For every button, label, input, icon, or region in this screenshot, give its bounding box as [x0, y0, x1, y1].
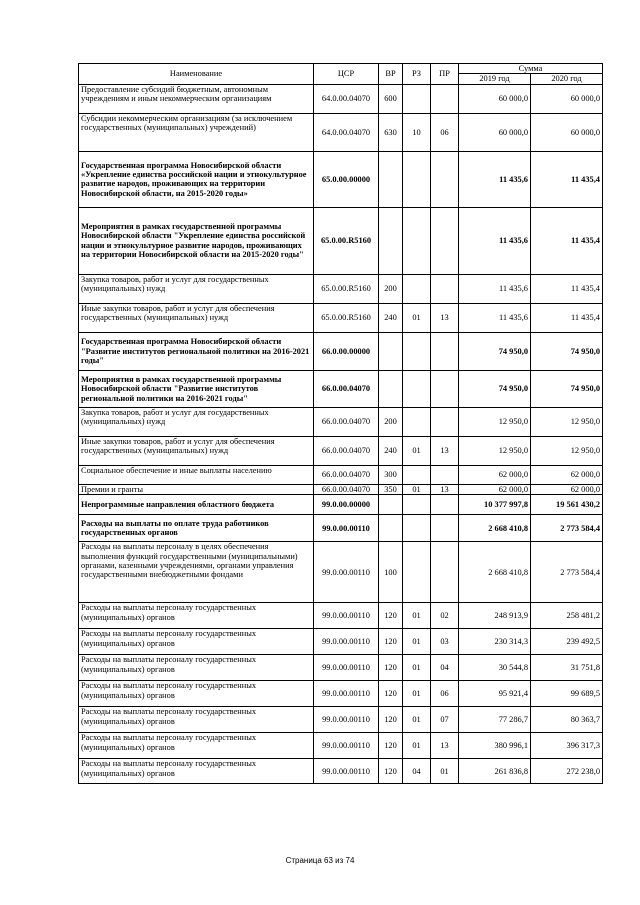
row-name: Закупка товаров, работ и услуг для государственных (муниципальных) нужд — [79, 274, 314, 303]
row-csr: 64.0.00.04070 — [314, 113, 379, 151]
row-vr: 240 — [379, 436, 403, 465]
row-csr: 66.0.00.04070 — [314, 465, 379, 484]
row-csr: 99.0.00.00110 — [314, 603, 379, 629]
row-name: Иные закупки товаров, работ и услуг для обеспечения государственных (муниципальных) нужд — [79, 303, 314, 332]
row-sum-2019: 261 836,8 — [459, 759, 531, 784]
row-csr: 99.0.00.00110 — [314, 629, 379, 655]
table-row — [79, 495, 603, 515]
row-sum-2020: 62 000,0 — [531, 484, 603, 494]
row-vr: 120 — [379, 759, 403, 784]
row-name: Расходы на выплаты персоналу государственных (муниципальных) органов — [79, 681, 314, 707]
row-rz: 01 — [403, 603, 431, 629]
row-pr — [431, 207, 459, 274]
row-csr: 66.0.00.04070 — [314, 436, 379, 465]
row-name: Расходы на выплаты персоналу государственных (муниципальных) органов — [79, 603, 314, 629]
row-pr — [431, 84, 459, 113]
row-vr — [379, 515, 403, 542]
row-pr — [431, 332, 459, 370]
row-sum-2019: 380 996,1 — [459, 733, 531, 759]
row-sum-2020: 99 689,5 — [531, 681, 603, 707]
row-sum-2019: 230 314,3 — [459, 629, 531, 655]
row-pr: 13 — [431, 484, 459, 494]
row-vr: 120 — [379, 681, 403, 707]
row-rz — [403, 495, 431, 515]
row-csr: 66.0.00.04070 — [314, 484, 379, 494]
header-rz: РЗ — [403, 64, 431, 85]
table-row — [79, 113, 603, 151]
row-name: Расходы на выплаты по оплате труда работников государственных органов — [79, 515, 314, 542]
row-csr: 99.0.00.00110 — [314, 733, 379, 759]
row-rz — [403, 370, 431, 407]
row-sum-2019: 60 000,0 — [459, 113, 531, 151]
row-csr: 65.0.00.R5160 — [314, 207, 379, 274]
table-row — [79, 603, 603, 629]
row-rz — [403, 274, 431, 303]
row-rz: 01 — [403, 629, 431, 655]
row-csr: 99.0.00.00110 — [314, 681, 379, 707]
table-row — [79, 207, 603, 274]
row-sum-2019: 62 000,0 — [459, 465, 531, 484]
row-sum-2020: 12 950,0 — [531, 407, 603, 436]
row-sum-2020: 11 435,4 — [531, 303, 603, 332]
row-rz: 01 — [403, 655, 431, 681]
row-name: Закупка товаров, работ и услуг для государственных (муниципальных) нужд — [79, 407, 314, 436]
row-vr: 120 — [379, 655, 403, 681]
row-pr: 13 — [431, 733, 459, 759]
row-csr: 65.0.00.00000 — [314, 151, 379, 207]
row-name: Расходы на выплаты персоналу в целях обеспечения выполнения функций государственными (муниципальными) органами, казенными учреждениями, органами управления государственными внебюджетными фондами — [79, 542, 314, 603]
row-csr: 99.0.00.00000 — [314, 495, 379, 515]
row-sum-2020: 2 773 584,4 — [531, 515, 603, 542]
row-pr — [431, 515, 459, 542]
row-vr: 240 — [379, 303, 403, 332]
row-name: Непрограммные направления областного бюджета — [79, 495, 314, 515]
table-row — [79, 681, 603, 707]
row-sum-2020: 11 435,4 — [531, 207, 603, 274]
table-row — [79, 655, 603, 681]
row-vr — [379, 207, 403, 274]
row-sum-2020: 239 492,5 — [531, 629, 603, 655]
header-csr: ЦСР — [314, 64, 379, 85]
table-row — [79, 465, 603, 484]
row-rz: 01 — [403, 303, 431, 332]
row-name: Государственная программа Новосибирской области «Укрепление единства российской нации и этнокультурное развитие народов, проживающих на территории Новосибирской области, на 2015-2020 годы» — [79, 151, 314, 207]
header-sum: Сумма — [459, 64, 603, 74]
row-vr — [379, 495, 403, 515]
row-csr: 65.0.00.R5160 — [314, 303, 379, 332]
row-csr: 99.0.00.00110 — [314, 542, 379, 603]
row-sum-2019: 2 668 410,8 — [459, 515, 531, 542]
row-name: Расходы на выплаты персоналу государственных (муниципальных) органов — [79, 733, 314, 759]
row-vr: 600 — [379, 84, 403, 113]
row-csr: 99.0.00.00110 — [314, 655, 379, 681]
row-sum-2019: 95 921,4 — [459, 681, 531, 707]
row-rz — [403, 84, 431, 113]
row-sum-2019: 30 544,8 — [459, 655, 531, 681]
row-vr: 200 — [379, 407, 403, 436]
row-name: Субсидии некоммерческим организациям (за исключением государственных (муниципальных) учреждений) — [79, 113, 314, 151]
header-pr: ПР — [431, 64, 459, 85]
row-sum-2020: 74 950,0 — [531, 332, 603, 370]
row-sum-2019: 62 000,0 — [459, 484, 531, 494]
row-pr — [431, 407, 459, 436]
row-sum-2020: 11 435,4 — [531, 151, 603, 207]
row-sum-2019: 12 950,0 — [459, 436, 531, 465]
row-sum-2019: 11 435,6 — [459, 207, 531, 274]
row-sum-2019: 60 000,0 — [459, 84, 531, 113]
row-sum-2019: 11 435,6 — [459, 303, 531, 332]
row-rz — [403, 542, 431, 603]
row-name: Расходы на выплаты персоналу государственных (муниципальных) органов — [79, 707, 314, 733]
row-csr: 65.0.00.R5160 — [314, 274, 379, 303]
row-sum-2020: 396 317,3 — [531, 733, 603, 759]
row-name: Иные закупки товаров, работ и услуг для обеспечения государственных (муниципальных) нужд — [79, 436, 314, 465]
table-row — [79, 274, 603, 303]
table-body — [79, 84, 603, 783]
row-rz — [403, 515, 431, 542]
row-pr: 13 — [431, 303, 459, 332]
row-rz: 10 — [403, 113, 431, 151]
row-csr: 66.0.00.04070 — [314, 370, 379, 407]
table-row — [79, 733, 603, 759]
row-csr: 64.0.00.04070 — [314, 84, 379, 113]
row-vr: 300 — [379, 465, 403, 484]
row-vr: 100 — [379, 542, 403, 603]
row-name: Расходы на выплаты персоналу государственных (муниципальных) органов — [79, 759, 314, 784]
row-vr: 120 — [379, 603, 403, 629]
table-row — [79, 84, 603, 113]
row-vr: 120 — [379, 629, 403, 655]
row-sum-2019: 12 950,0 — [459, 407, 531, 436]
table-row — [79, 332, 603, 370]
table-row — [79, 759, 603, 784]
row-pr: 06 — [431, 681, 459, 707]
row-csr: 99.0.00.00110 — [314, 707, 379, 733]
header-2019: 2019 год — [459, 74, 531, 84]
row-name: Премии и гранты — [79, 484, 314, 494]
row-sum-2020: 60 000,0 — [531, 84, 603, 113]
row-pr — [431, 274, 459, 303]
row-sum-2020: 258 481,2 — [531, 603, 603, 629]
row-rz: 01 — [403, 707, 431, 733]
table-row — [79, 484, 603, 494]
row-vr: 200 — [379, 274, 403, 303]
row-vr — [379, 151, 403, 207]
row-rz — [403, 332, 431, 370]
row-sum-2020: 60 000,0 — [531, 113, 603, 151]
header-2020: 2020 год — [531, 74, 603, 84]
row-pr — [431, 465, 459, 484]
table-row — [79, 515, 603, 542]
row-sum-2019: 74 950,0 — [459, 370, 531, 407]
row-pr — [431, 151, 459, 207]
row-pr: 01 — [431, 759, 459, 784]
row-csr: 66.0.00.00000 — [314, 332, 379, 370]
row-rz — [403, 151, 431, 207]
row-name: Мероприятия в рамках государственной программы Новосибирской области "Укрепление единства российской нации и этнокультурное развитие народов, проживающих на территории Новосибирской области на 2015-2020 годы" — [79, 207, 314, 274]
row-sum-2019: 11 435,6 — [459, 151, 531, 207]
row-pr — [431, 370, 459, 407]
table-row — [79, 629, 603, 655]
row-name: Предоставление субсидий бюджетным, автономным учреждениям и иным некоммерческим организациям — [79, 84, 314, 113]
row-sum-2019: 10 377 997,8 — [459, 495, 531, 515]
row-sum-2020: 80 363,7 — [531, 707, 603, 733]
table-row — [79, 151, 603, 207]
row-pr: 13 — [431, 436, 459, 465]
row-sum-2019: 77 286,7 — [459, 707, 531, 733]
row-vr: 350 — [379, 484, 403, 494]
row-vr: 120 — [379, 733, 403, 759]
row-rz: 01 — [403, 733, 431, 759]
row-name: Мероприятия в рамках государственной программы Новосибирской области "Развитие институтов региональной политики на 2016-2021 годы" — [79, 370, 314, 407]
row-sum-2020: 62 000,0 — [531, 465, 603, 484]
row-vr: 120 — [379, 707, 403, 733]
row-pr: 03 — [431, 629, 459, 655]
row-sum-2020: 11 435,4 — [531, 274, 603, 303]
row-vr — [379, 370, 403, 407]
row-sum-2020: 2 773 584,4 — [531, 542, 603, 603]
row-pr: 02 — [431, 603, 459, 629]
row-sum-2020: 12 950,0 — [531, 436, 603, 465]
row-rz: 04 — [403, 759, 431, 784]
row-name: Социальное обеспечение и иные выплаты населению — [79, 465, 314, 484]
row-pr: 06 — [431, 113, 459, 151]
row-name: Государственная программа Новосибирской области "Развитие институтов региональной политики на 2016-2021 годы" — [79, 332, 314, 370]
row-pr — [431, 542, 459, 603]
page-number: Страница 63 из 74 — [285, 856, 355, 865]
row-rz — [403, 207, 431, 274]
row-sum-2019: 74 950,0 — [459, 332, 531, 370]
row-csr: 99.0.00.00110 — [314, 759, 379, 784]
row-sum-2019: 2 668 410,8 — [459, 542, 531, 603]
table-row — [79, 542, 603, 603]
table-row — [79, 436, 603, 465]
row-sum-2020: 31 751,8 — [531, 655, 603, 681]
table-row — [79, 303, 603, 332]
row-vr — [379, 332, 403, 370]
table-row — [79, 707, 603, 733]
row-csr: 66.0.00.04070 — [314, 407, 379, 436]
row-rz — [403, 407, 431, 436]
row-sum-2020: 74 950,0 — [531, 370, 603, 407]
budget-table — [78, 63, 603, 784]
row-csr: 99.0.00.00110 — [314, 515, 379, 542]
row-sum-2020: 19 561 430,2 — [531, 495, 603, 515]
row-rz: 01 — [403, 484, 431, 494]
row-name: Расходы на выплаты персоналу государственных (муниципальных) органов — [79, 629, 314, 655]
row-pr: 07 — [431, 707, 459, 733]
row-rz: 01 — [403, 436, 431, 465]
row-sum-2020: 272 238,0 — [531, 759, 603, 784]
table-row — [79, 370, 603, 407]
row-name: Расходы на выплаты персоналу государственных (муниципальных) органов — [79, 655, 314, 681]
row-vr: 630 — [379, 113, 403, 151]
row-pr: 04 — [431, 655, 459, 681]
row-rz — [403, 465, 431, 484]
table-row — [79, 407, 603, 436]
row-sum-2019: 248 913,9 — [459, 603, 531, 629]
row-rz: 01 — [403, 681, 431, 707]
row-sum-2019: 11 435,6 — [459, 274, 531, 303]
row-pr — [431, 495, 459, 515]
header-name: Наименование — [79, 64, 314, 85]
header-vr: ВР — [379, 64, 403, 85]
